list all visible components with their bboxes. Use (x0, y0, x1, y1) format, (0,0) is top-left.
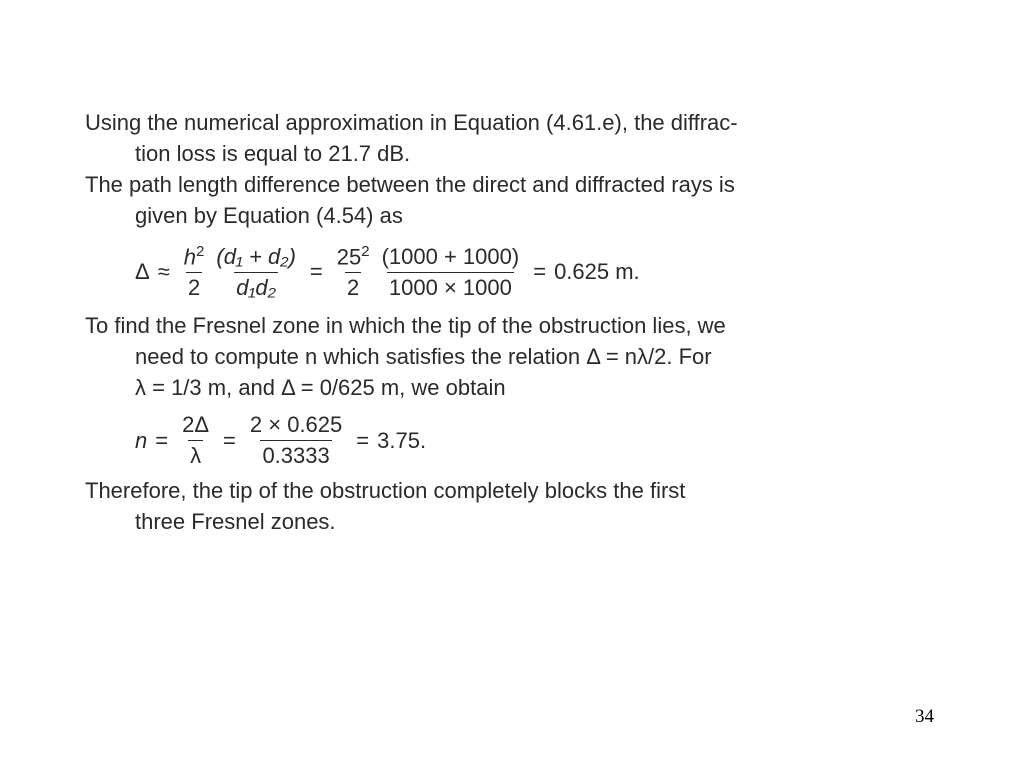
paragraph-line: tion loss is equal to 21.7 dB. (135, 141, 411, 166)
page-number: 34 (915, 706, 934, 727)
eq-fraction-2delta-over-lambda (180, 412, 211, 469)
eq-denominator: 1000 × 1000 (387, 272, 514, 301)
eq-denominator: 2 (186, 272, 202, 301)
paragraph-conclusion (85, 475, 925, 537)
paragraph-line: λ = 1/3 m, and Δ = 0/625 m, we obtain (135, 375, 506, 400)
eq-numerator: 2Δ (182, 412, 210, 437)
eq-fraction-values (248, 412, 344, 469)
paragraph-path-length (85, 169, 925, 231)
equation-path-difference (135, 243, 640, 301)
eq-equals: = (356, 427, 370, 453)
eq-result: 3.75. (377, 427, 427, 453)
paragraph-line: Using the numerical approximation in Equation (4.61.e), the diffrac- (85, 110, 738, 135)
equation-fresnel-n (135, 412, 426, 469)
paragraph-fresnel-zone (85, 310, 925, 403)
eq-equals: = (309, 259, 323, 285)
paragraph-line: Therefore, the tip of the obstruction completely blocks the first (85, 478, 686, 503)
eq-denominator: λ (188, 440, 203, 469)
eq-equals: = (223, 427, 236, 453)
eq-25: 25 (336, 244, 362, 270)
eq-denominator: d₁d₂ (234, 272, 278, 301)
paragraph-line: three Fresnel zones. (135, 509, 336, 534)
eq-approx: ≈ (157, 259, 170, 285)
eq-delta: Δ (135, 259, 150, 285)
eq-equals: = (533, 259, 547, 285)
eq-fraction-h2-over-2 (182, 243, 207, 301)
eq-result: 0.625 m. (554, 259, 640, 285)
paragraph-line: To find the Fresnel zone in which the tip of the obstruction lies, we (85, 313, 726, 338)
eq-denominator: 2 (345, 272, 361, 301)
eq-25-exponent: 2 (361, 243, 370, 260)
paragraph-line: given by Equation (4.54) as (135, 203, 403, 228)
paragraph-line: The path length difference between the direct and diffracted rays is (85, 172, 735, 197)
eq-h-exponent: 2 (196, 243, 205, 260)
paragraph-diffraction-loss (85, 107, 925, 169)
eq-numerator: (d₁ + d₂) (216, 243, 296, 269)
eq-fraction-25sq-over-2 (335, 243, 372, 301)
eq-numerator: 2 × 0.625 (249, 412, 343, 437)
eq-numerator: (1000 + 1000) (381, 243, 520, 269)
eq-equals: = (155, 427, 169, 453)
paragraph-line: need to compute n which satisfies the relation Δ = nλ/2. For (135, 344, 712, 369)
eq-fraction-distances (380, 244, 522, 301)
eq-denominator: 0.3333 (260, 440, 331, 469)
eq-n: n (135, 427, 148, 453)
eq-fraction-d-sum (214, 244, 298, 301)
eq-h: h (183, 244, 197, 270)
